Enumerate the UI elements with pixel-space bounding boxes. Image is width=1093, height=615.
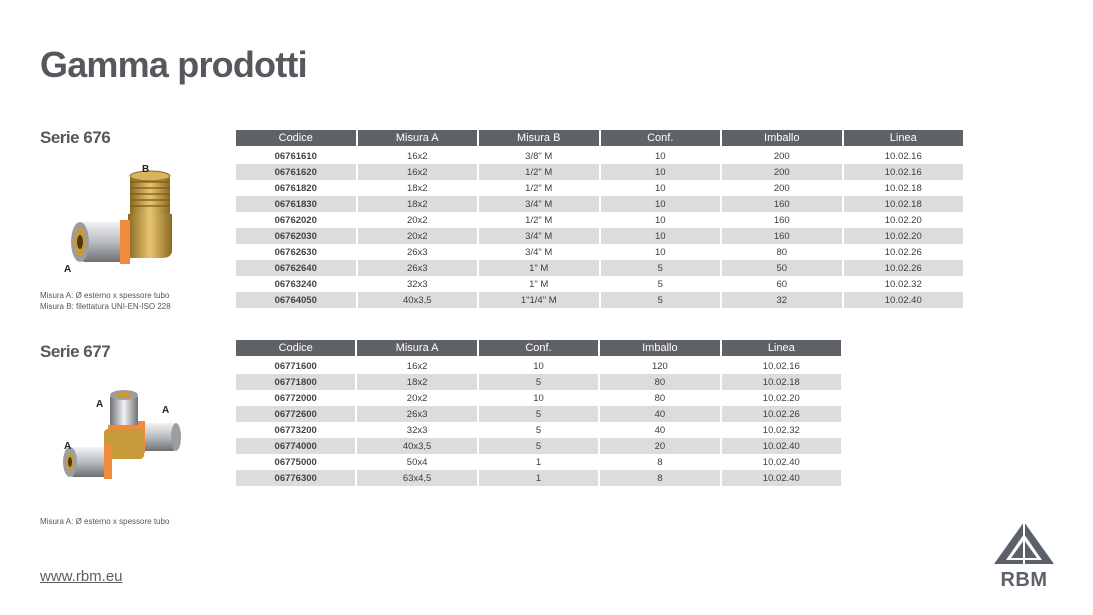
product-code-cell: 06772000 xyxy=(274,392,317,404)
table-cell: 63x4,5 xyxy=(357,470,476,486)
column-header: Codice xyxy=(236,340,355,358)
table-row xyxy=(236,406,841,422)
table-cell: 160 xyxy=(722,196,842,212)
table-cell: 3/4" M xyxy=(479,196,599,212)
table-cell: 16x2 xyxy=(406,150,428,162)
label-b: B xyxy=(142,164,150,175)
table-cell: 1/2" M xyxy=(525,182,553,194)
column-header: Misura B xyxy=(479,130,599,148)
note-misura-a: Misura A: Ø esterno x spessore tubo xyxy=(40,517,170,526)
table-row xyxy=(236,438,841,454)
table-cell: 5 xyxy=(479,438,598,454)
table-cell: 10.02.40 xyxy=(722,438,841,454)
table-cell: 5 xyxy=(535,424,542,436)
table-cell: 160 xyxy=(722,228,842,244)
table-cell: 1/2" M xyxy=(525,214,553,226)
table-cell: 40x3,5 xyxy=(358,292,478,308)
column-header: Conf. xyxy=(479,340,598,358)
product-code-cell: 06773200 xyxy=(274,424,317,436)
table-cell: 10.02.16 xyxy=(762,360,800,372)
product-code-cell: 06762630 xyxy=(274,246,317,258)
serie-676-table xyxy=(234,130,965,308)
table-cell: 10.02.40 xyxy=(844,292,964,308)
table-cell: 1"1/4" M xyxy=(479,292,599,308)
product-code-cell: 06775000 xyxy=(274,456,317,468)
table-cell: 200 xyxy=(722,164,842,180)
table-cell: 50x4 xyxy=(406,456,428,468)
website-link[interactable]: www.rbm.eu xyxy=(40,568,123,585)
label-a-right: A xyxy=(162,405,170,416)
column-header: Imballo xyxy=(600,340,719,358)
table-cell: 16x2 xyxy=(406,360,428,372)
table-cell: 10.02.20 xyxy=(762,392,800,404)
table-cell: 80 xyxy=(776,246,788,258)
table-cell: 10.02.16 xyxy=(844,164,964,180)
product-code-cell: 06772600 xyxy=(236,406,355,422)
elbow-fitting-illustration xyxy=(58,162,198,282)
table-row xyxy=(236,374,841,390)
table-row xyxy=(236,470,841,486)
table-row xyxy=(236,260,963,276)
product-code-cell: 06763240 xyxy=(274,278,317,290)
table-cell: 1/2" M xyxy=(479,164,599,180)
table-row xyxy=(236,148,963,164)
product-code-cell: 06776300 xyxy=(236,470,355,486)
table-row xyxy=(236,228,963,244)
table-cell: 1 xyxy=(479,470,598,486)
table-cell: 10 xyxy=(533,392,544,404)
table-cell: 18x2 xyxy=(406,182,428,194)
table-row xyxy=(236,358,841,374)
table-cell: 40 xyxy=(654,424,666,436)
table-cell: 10.02.32 xyxy=(884,278,922,290)
column-header: Conf. xyxy=(601,130,721,148)
table-cell: 8 xyxy=(600,470,719,486)
table-cell: 10.02.40 xyxy=(762,456,800,468)
table-row xyxy=(236,292,963,308)
rbm-logo-mark xyxy=(992,520,1056,566)
table-cell: 10 xyxy=(654,150,666,162)
table-cell: 20x2 xyxy=(358,228,478,244)
table-cell: 3/4" M xyxy=(479,228,599,244)
tee-fitting-illustration xyxy=(60,385,190,495)
column-header: Imballo xyxy=(722,130,842,148)
page-title: Gamma prodotti xyxy=(40,44,307,85)
table-cell: 1" M xyxy=(529,278,549,290)
product-code-cell: 06762030 xyxy=(236,228,356,244)
product-code-cell: 06771600 xyxy=(274,360,317,372)
table-cell: 160 xyxy=(773,214,790,226)
table-cell: 10 xyxy=(654,182,666,194)
serie-677-table xyxy=(234,340,843,486)
table-cell: 5 xyxy=(479,374,598,390)
table-cell: 10.02.18 xyxy=(884,182,922,194)
table-cell: 200 xyxy=(773,182,790,194)
table-cell: 1" M xyxy=(479,260,599,276)
product-code-cell: 06771800 xyxy=(236,374,355,390)
table-cell: 5 xyxy=(601,260,721,276)
column-header: Linea xyxy=(844,130,964,148)
table-cell: 10.02.20 xyxy=(844,228,964,244)
product-code-cell: 06762020 xyxy=(274,214,317,226)
table-cell: 10 xyxy=(601,164,721,180)
product-code-cell: 06761830 xyxy=(236,196,356,212)
table-row xyxy=(236,164,963,180)
serie-677-notes xyxy=(40,516,169,527)
table-cell: 10.02.20 xyxy=(884,214,922,226)
product-code-cell: 06761620 xyxy=(236,164,356,180)
serie-676-title: Serie 676 xyxy=(40,128,111,147)
tee-fitting-image xyxy=(60,385,190,495)
table-row xyxy=(236,196,963,212)
table-cell: 80 xyxy=(600,374,719,390)
table-cell: 120 xyxy=(651,360,668,372)
column-header: Codice xyxy=(236,130,356,148)
label-a: A xyxy=(64,264,72,275)
table-cell: 10 xyxy=(601,196,721,212)
table-cell: 16x2 xyxy=(358,164,478,180)
table-row xyxy=(236,276,963,292)
table-cell: 1 xyxy=(535,456,542,468)
table-cell: 26x3 xyxy=(357,406,476,422)
table-cell: 3/4" M xyxy=(525,246,553,258)
table-cell: 50 xyxy=(722,260,842,276)
table-cell: 10.02.26 xyxy=(844,260,964,276)
table-cell: 10 xyxy=(533,360,544,372)
table-row xyxy=(236,454,841,470)
table-cell: 60 xyxy=(776,278,788,290)
table-cell: 10.02.32 xyxy=(762,424,800,436)
table-cell: 10.02.18 xyxy=(722,374,841,390)
rbm-logo xyxy=(992,520,1056,592)
table-cell: 18x2 xyxy=(358,196,478,212)
table-row xyxy=(236,390,841,406)
note-misura-a: Misura A: Ø esterno x spessore tubo xyxy=(40,291,170,300)
table-row xyxy=(236,212,963,228)
table-cell: 5 xyxy=(479,406,598,422)
table-cell: 10 xyxy=(654,246,666,258)
table-cell: 32x3 xyxy=(406,424,428,436)
table-cell: 5 xyxy=(657,278,663,290)
product-code-cell: 06762640 xyxy=(236,260,356,276)
table-cell: 26x3 xyxy=(358,260,478,276)
note-misura-b: Misura B: filettatura UNI-EN-ISO 228 xyxy=(40,302,171,311)
table-cell: 40x3,5 xyxy=(357,438,476,454)
product-code-cell: 06761820 xyxy=(274,182,317,194)
table-cell: 3/8" M xyxy=(525,150,553,162)
table-row xyxy=(236,180,963,196)
table-cell: 40 xyxy=(600,406,719,422)
table-cell: 10.02.26 xyxy=(722,406,841,422)
brand-name: RBM xyxy=(1000,569,1048,591)
label-a-left: A xyxy=(64,441,72,452)
table-header-row xyxy=(236,340,841,358)
table-cell: 20 xyxy=(600,438,719,454)
elbow-fitting-image xyxy=(58,162,198,282)
column-header: Misura A xyxy=(357,340,476,358)
table-row xyxy=(236,244,963,260)
table-header-row xyxy=(236,130,963,148)
table-cell: 10 xyxy=(654,214,666,226)
table-cell: 200 xyxy=(773,150,790,162)
table-cell: 20x2 xyxy=(406,392,428,404)
table-cell: 32x3 xyxy=(406,278,428,290)
product-code-cell: 06764050 xyxy=(236,292,356,308)
table-cell: 20x2 xyxy=(406,214,428,226)
table-cell: 10.02.18 xyxy=(844,196,964,212)
table-row xyxy=(236,422,841,438)
label-a-top: A xyxy=(96,399,104,410)
table-cell: 80 xyxy=(654,392,666,404)
table-cell: 10.02.16 xyxy=(884,150,922,162)
table-cell: 10.02.40 xyxy=(722,470,841,486)
table-cell: 18x2 xyxy=(357,374,476,390)
table-cell: 26x3 xyxy=(406,246,428,258)
column-header: Misura A xyxy=(358,130,478,148)
product-code-cell: 06761610 xyxy=(274,150,317,162)
table-cell: 5 xyxy=(601,292,721,308)
table-cell: 8 xyxy=(657,456,663,468)
column-header: Linea xyxy=(722,340,841,358)
table-cell: 32 xyxy=(722,292,842,308)
table-cell: 10.02.26 xyxy=(884,246,922,258)
serie-677-title: Serie 677 xyxy=(40,342,111,361)
product-code-cell: 06774000 xyxy=(236,438,355,454)
table-cell: 10 xyxy=(601,228,721,244)
serie-676-notes xyxy=(40,290,171,312)
